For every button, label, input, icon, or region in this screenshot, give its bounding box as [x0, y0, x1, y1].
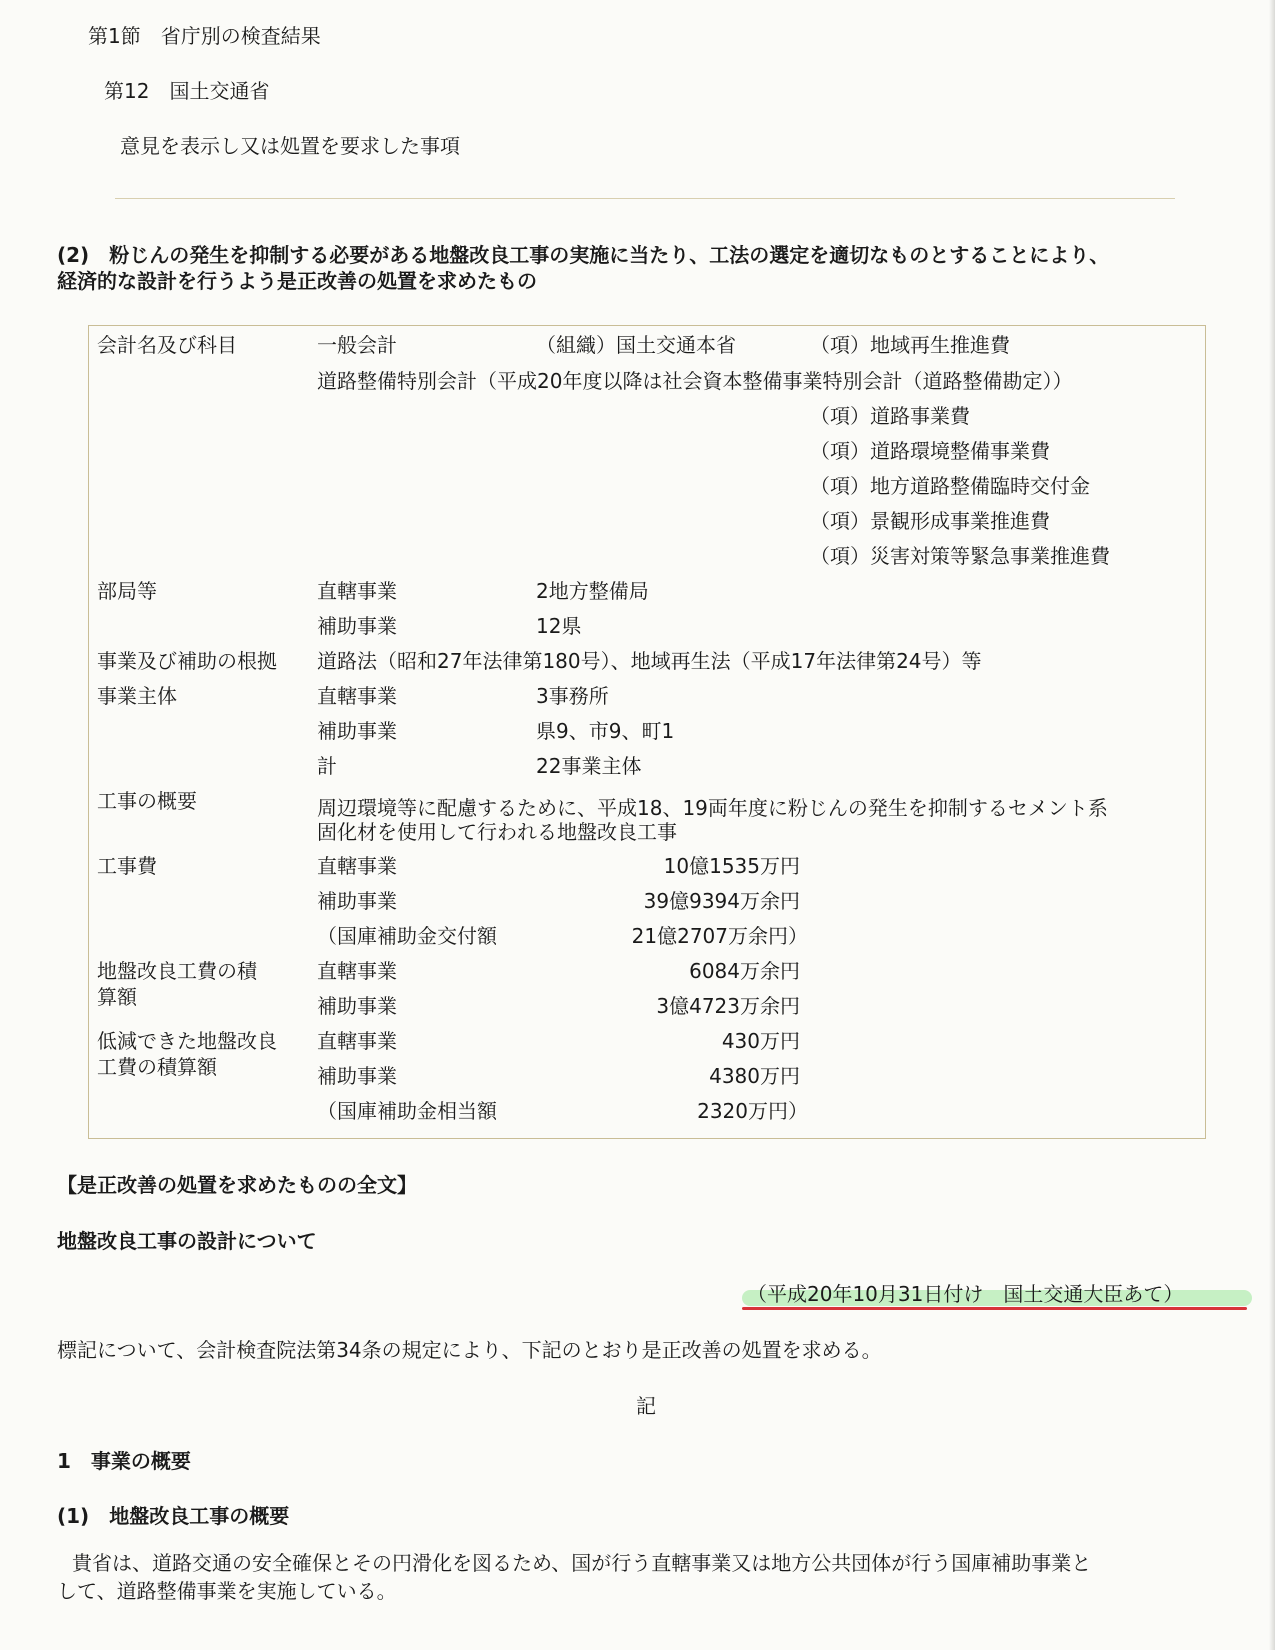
- case-title-line1: (2) 粉じんの発生を抑制する必要がある地盤改良工事の実施に当たり、工法の選定を適切なものとすることにより、: [57, 243, 1110, 267]
- date-underline: [742, 1307, 1247, 1310]
- bureau-direct-value: 2地方整備局: [536, 579, 649, 603]
- cost-direct-value: 10億1535万円: [663, 854, 800, 878]
- case-title-line2: 経済的な設計を行うよう是正改善の処置を求めたもの: [57, 269, 537, 293]
- cost-label: 工事費: [97, 854, 157, 878]
- basis-value: 道路法（昭和27年法律第180号）、地域再生法（平成17年法律第24号）等: [317, 649, 982, 673]
- accounts-general: 一般会計: [317, 333, 397, 357]
- overview-label: 工事の概要: [97, 789, 197, 813]
- reduction-subsidy-label: 補助事業: [317, 1064, 397, 1088]
- section-heading: 第1節 省庁別の検査結果: [88, 24, 321, 48]
- ki-mark: 記: [636, 1394, 656, 1418]
- subsection1-heading: (1) 地盤改良工事の概要: [57, 1504, 290, 1528]
- accounts-item: （項）災害対策等緊急事業推進費: [810, 544, 1110, 568]
- accounts-label: 会計名及び科目: [97, 333, 237, 357]
- bureau-label: 部局等: [97, 579, 157, 603]
- chapter-heading: 第12 国土交通省: [104, 79, 270, 103]
- entity-label: 事業主体: [97, 684, 177, 708]
- accounts-item: （項）景観形成事業推進費: [810, 509, 1050, 533]
- reduction-direct-value: 430万円: [721, 1029, 800, 1053]
- accounts-item: （項）道路事業費: [810, 404, 970, 428]
- accounts-org: （組織）国土交通本省: [536, 333, 736, 357]
- paragraph1-line1: 貴省は、道路交通の安全確保とその円滑化を図るため、国が行う直轄事業又は地方公共団体が行う国庫補助事業と: [72, 1551, 1092, 1575]
- cost-direct-label: 直轄事業: [317, 854, 397, 878]
- reduction-grant-label: （国庫補助金相当額: [317, 1099, 497, 1123]
- cost-subsidy-value: 39億9394万余円: [643, 889, 800, 913]
- entity-direct-value: 3事務所: [536, 684, 609, 708]
- entity-total-value: 22事業主体: [536, 754, 642, 778]
- bureau-direct-label: 直轄事業: [317, 579, 397, 603]
- bureau-subsidy-value: 12県: [536, 614, 582, 638]
- overview-line2: 固化材を使用して行われる地盤改良工事: [317, 820, 677, 844]
- section1-heading: 1 事業の概要: [57, 1449, 191, 1473]
- fulltext-subject: 地盤改良工事の設計について: [57, 1229, 317, 1253]
- entity-subsidy-label: 補助事業: [317, 719, 397, 743]
- entity-total-label: 計: [317, 754, 337, 778]
- estimate-label-line1: 地盤改良工費の積: [97, 959, 257, 983]
- estimate-label-line2: 算額: [97, 985, 137, 1009]
- category-heading: 意見を表示し又は処置を要求した事項: [120, 134, 460, 158]
- reduction-subsidy-value: 4380万円: [709, 1064, 800, 1088]
- reduction-direct-label: 直轄事業: [317, 1029, 397, 1053]
- scan-edge-shadow: [1269, 0, 1275, 1650]
- paragraph1-line2: して、道路整備事業を実施している。: [57, 1579, 397, 1603]
- basis-label: 事業及び補助の根拠: [97, 649, 277, 673]
- intro-text: 標記について、会計検査院法第34条の規定により、下記のとおり是正改善の処置を求める。: [57, 1338, 882, 1362]
- cost-grant-value: 21億2707万余円）: [631, 924, 808, 948]
- accounts-item-regional: （項）地域再生推進費: [810, 333, 1010, 357]
- fulltext-heading: 【是正改善の処置を求めたものの全文】: [57, 1173, 417, 1197]
- entity-subsidy-value: 県9、市9、町1: [536, 719, 675, 743]
- reduction-label-line2: 工費の積算額: [97, 1055, 217, 1079]
- accounts-item: （項）地方道路整備臨時交付金: [810, 474, 1090, 498]
- accounts-road-special: 道路整備特別会計（平成20年度以降は社会資本整備事業特別会計（道路整備勘定））: [317, 369, 1073, 393]
- reduction-label-line1: 低減できた地盤改良: [97, 1029, 277, 1053]
- bureau-subsidy-label: 補助事業: [317, 614, 397, 638]
- estimate-subsidy-value: 3億4723万余円: [656, 994, 800, 1018]
- estimate-direct-value: 6084万余円: [689, 959, 800, 983]
- accounts-item: （項）道路環境整備事業費: [810, 439, 1050, 463]
- reduction-grant-value: 2320万円）: [697, 1099, 808, 1123]
- overview-line1: 周辺環境等に配慮するために、平成18、19両年度に粉じんの発生を抑制するセメント系: [317, 796, 1108, 820]
- date-addressee: （平成20年10月31日付け 国土交通大臣あて）: [747, 1282, 1184, 1306]
- estimate-subsidy-label: 補助事業: [317, 994, 397, 1018]
- header-divider: [115, 198, 1175, 199]
- entity-direct-label: 直轄事業: [317, 684, 397, 708]
- cost-grant-label: （国庫補助金交付額: [317, 924, 497, 948]
- cost-subsidy-label: 補助事業: [317, 889, 397, 913]
- estimate-direct-label: 直轄事業: [317, 959, 397, 983]
